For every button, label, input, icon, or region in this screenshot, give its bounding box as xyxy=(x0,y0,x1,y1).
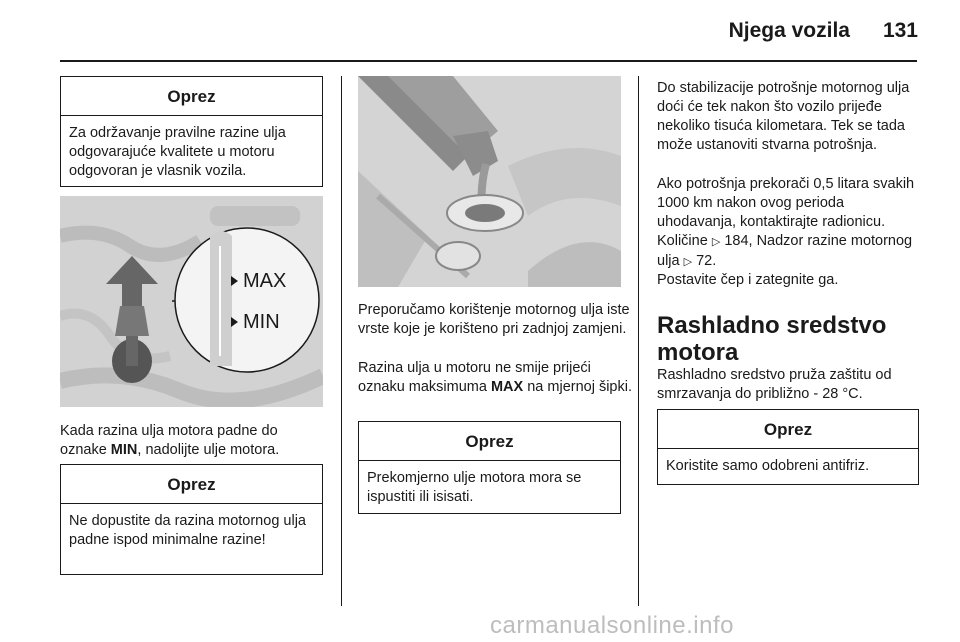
text: , Nadzor razine motornog ulja xyxy=(657,233,913,269)
text: Kada razina ulja motora padne do oznake xyxy=(60,423,278,458)
caution-box xyxy=(358,421,621,514)
paragraph xyxy=(657,232,922,272)
bold-text: MAX xyxy=(490,379,524,395)
caution-title: Oprez xyxy=(61,465,322,504)
paragraph: Do stabilizacije potrošnje motornog ulja doći će tek nakon što vozilo prijeđe nekoliko tisuća kilometara. Tek se tada može ustanoviti stvarna potrošnja. xyxy=(657,80,910,153)
text: Količine xyxy=(657,233,712,249)
page-number: 131 xyxy=(882,19,918,42)
paragraph: Ako potrošnja prekorači 0,5 litara svakih 1000 km nakon ovog perioda uhodavanja, kontaktirajte radionicu. xyxy=(657,176,915,230)
text: . xyxy=(712,253,717,269)
column-divider xyxy=(638,76,639,606)
oil-filling-illustration xyxy=(358,76,621,287)
header-divider xyxy=(60,60,917,62)
caution-title: Oprez xyxy=(61,77,322,116)
dipstick-illustration xyxy=(60,196,323,407)
watermark: carmanualsonline.info xyxy=(490,612,734,639)
bold-text: MIN xyxy=(110,442,138,458)
arrow-icon: ▷ xyxy=(711,236,721,248)
max-mark-label: MAX xyxy=(243,270,287,292)
section-heading: Rashladno sredstvo motora xyxy=(657,312,887,366)
page-reference[interactable]: 184 xyxy=(724,233,749,249)
text: , nadolijte ulje motora. xyxy=(137,442,280,458)
paragraph xyxy=(60,422,325,460)
column-divider xyxy=(341,76,342,606)
section-title: Njega vozila xyxy=(728,19,850,42)
caution-text: Ne dopustite da razina motornog ulja padne ispod minimalne razine! xyxy=(69,513,306,548)
caution-box xyxy=(60,76,323,187)
paragraph: Preporučamo korištenje motornog ulja iste vrste koje je korišteno pri zadnjoj zamjeni. xyxy=(358,302,630,337)
caution-title: Oprez xyxy=(359,422,620,461)
oil-filling-drawing xyxy=(358,76,621,287)
paragraph: Postavite čep i zategnite ga. xyxy=(657,272,839,288)
min-mark-label: MIN xyxy=(243,311,280,333)
text: na mjernoj šipki. xyxy=(523,379,632,395)
caution-box xyxy=(60,464,323,575)
caution-title: Oprez xyxy=(658,410,918,449)
caution-text: Za održavanje pravilne razine ulja odgovarajuće kvalitete u motoru odgovoran je vlasnik vozila. xyxy=(69,125,286,179)
caution-box xyxy=(657,409,919,485)
arrow-icon: ▷ xyxy=(683,256,693,268)
caution-text: Koristite samo odobreni antifriz. xyxy=(666,458,870,474)
text: Razina ulja u motoru ne smije prijeći oznaku maksimuma xyxy=(358,360,591,395)
page-reference[interactable]: 72 xyxy=(696,253,713,269)
dipstick-drawing xyxy=(60,196,323,407)
paragraph: Rashladno sredstvo pruža zaštitu od smrzavanja do približno - 28 °C. xyxy=(657,367,892,402)
paragraph xyxy=(358,359,633,397)
caution-text: Prekomjerno ulje motora mora se ispustiti ili isisati. xyxy=(367,470,582,505)
